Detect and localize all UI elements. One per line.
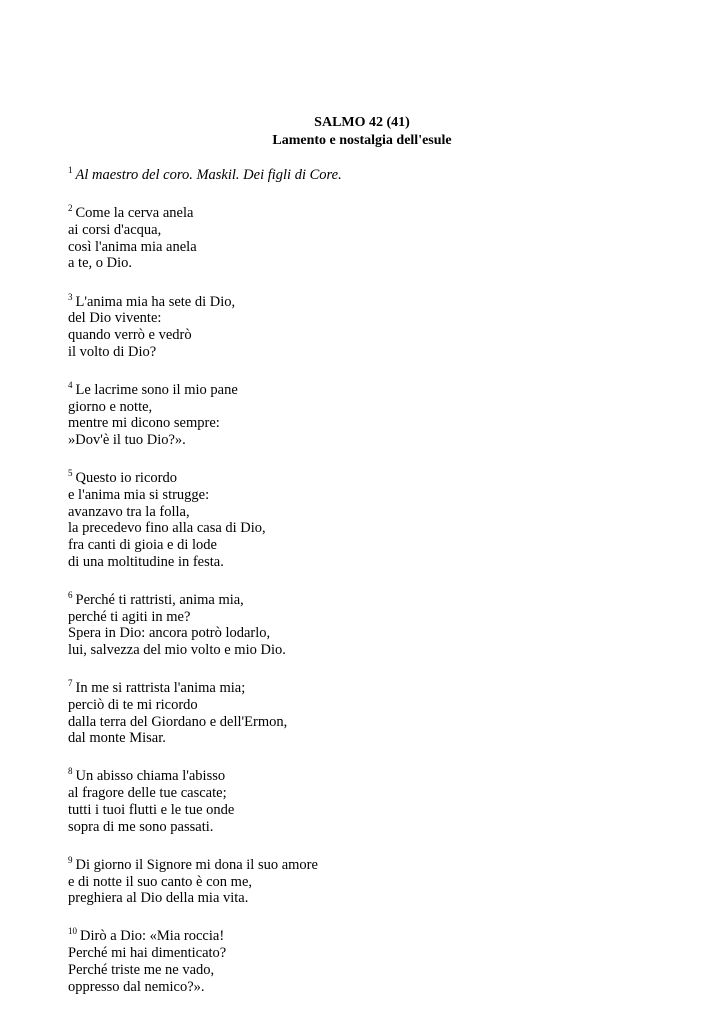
verse-text: e l'anima mia si strugge: bbox=[68, 486, 210, 503]
verse-stanza bbox=[68, 852, 668, 907]
verse-text: Le lacrime sono il mio pane bbox=[75, 381, 238, 398]
verse-text: tutti i tuoi flutti e le tue onde bbox=[68, 801, 235, 818]
verse-line bbox=[68, 697, 668, 714]
verse-line bbox=[68, 923, 668, 945]
verse-text: e di notte il suo canto è con me, bbox=[68, 873, 253, 890]
verse-text: fra canti di gioia e di lode bbox=[68, 536, 217, 553]
verse-line bbox=[68, 222, 668, 239]
verse-number: 7 bbox=[68, 678, 73, 689]
verse-text: Di giorno il Signore mi dona il suo amore bbox=[75, 856, 318, 873]
verse-line bbox=[68, 415, 668, 432]
verse-text: il volto di Dio? bbox=[68, 343, 157, 360]
verse-stanza bbox=[68, 200, 668, 272]
document-header bbox=[262, 114, 462, 150]
verse-text: Spera in Dio: ancora potrò lodarlo, bbox=[68, 625, 271, 642]
verse-line bbox=[68, 714, 668, 731]
verse-text: perché ti agiti in me? bbox=[68, 608, 191, 625]
verse-text: Un abisso chiama l'abisso bbox=[75, 768, 226, 785]
verse-line bbox=[68, 255, 668, 272]
verse-text: di una moltitudine in festa. bbox=[68, 553, 224, 570]
verse-line bbox=[68, 587, 668, 609]
verse-stanza bbox=[68, 289, 668, 361]
verse-stanza bbox=[68, 465, 668, 570]
verse-text: giorno e notte, bbox=[68, 398, 153, 415]
verse-text: Perché triste me ne vado, bbox=[68, 961, 215, 978]
verse-stanza bbox=[68, 923, 668, 995]
verse-line bbox=[68, 962, 668, 979]
title-prefix: S bbox=[314, 115, 322, 130]
verse-text: oppresso dal nemico?». bbox=[68, 978, 205, 995]
verse-text: dal monte Misar. bbox=[68, 730, 166, 747]
verse-line bbox=[68, 945, 668, 962]
verse-line bbox=[68, 852, 668, 874]
verse-text: Perché mi hai dimenticato? bbox=[68, 945, 227, 962]
verse-number: 8 bbox=[68, 766, 73, 777]
verse-text: a te, o Dio. bbox=[68, 255, 133, 272]
verse-line bbox=[68, 554, 668, 571]
verse-text: ai corsi d'acqua, bbox=[68, 221, 162, 238]
verse-text: Al maestro del coro. Maskil. Dei figli di Core. bbox=[75, 167, 342, 183]
title-smallcaps: ALMO bbox=[321, 115, 366, 130]
verse-line bbox=[68, 642, 668, 659]
verse-text: L'anima mia ha sete di Dio, bbox=[75, 293, 236, 310]
verse-line bbox=[68, 730, 668, 747]
verse-stanza bbox=[68, 377, 668, 449]
verse-text: Come la cerva anela bbox=[75, 205, 194, 222]
verse-text: avanzavo tra la folla, bbox=[68, 503, 190, 520]
verse-line bbox=[68, 487, 668, 504]
verse-line bbox=[68, 979, 668, 996]
verse-number: 3 bbox=[68, 291, 73, 302]
verse-text: preghiera al Dio della mia vita. bbox=[68, 890, 249, 907]
verse-number: 6 bbox=[68, 589, 73, 600]
verse-line bbox=[68, 432, 668, 449]
verse-text: »Dov'è il tuo Dio?». bbox=[68, 431, 186, 448]
verse-line bbox=[68, 763, 668, 785]
verse-line bbox=[68, 239, 668, 256]
verse-text: mentre mi dicono sempre: bbox=[68, 415, 220, 432]
verse-line bbox=[68, 609, 668, 626]
verse-line bbox=[68, 874, 668, 891]
verse-line bbox=[68, 399, 668, 416]
verse-line bbox=[68, 785, 668, 802]
verse-line bbox=[68, 289, 668, 311]
verse-line bbox=[68, 327, 668, 344]
verse-number: 5 bbox=[68, 468, 73, 479]
verse-line bbox=[68, 504, 668, 521]
psalm-body bbox=[68, 162, 668, 1012]
psalm-subtitle: Lamento e nostalgia dell'esule bbox=[272, 133, 452, 148]
verse-line bbox=[68, 537, 668, 554]
verse-line bbox=[68, 465, 668, 487]
verse-text: Dirò a Dio: «Mia roccia! bbox=[80, 928, 225, 945]
verse-text: Perché ti rattristi, anima mia, bbox=[75, 591, 244, 608]
psalm-title bbox=[262, 114, 462, 132]
verse-number: 9 bbox=[68, 854, 73, 865]
verse-line bbox=[68, 890, 668, 907]
verse-number: 10 bbox=[68, 926, 77, 937]
verse-number: 2 bbox=[68, 203, 73, 214]
verse-stanza bbox=[68, 162, 668, 184]
verse-text: Questo io ricordo bbox=[75, 470, 177, 487]
title-rest: 42 (41) bbox=[365, 115, 410, 130]
verse-line bbox=[68, 310, 668, 327]
verse-line bbox=[68, 162, 668, 184]
verse-line bbox=[68, 625, 668, 642]
verse-line bbox=[68, 344, 668, 361]
verse-stanza bbox=[68, 763, 668, 835]
verse-text: lui, salvezza del mio volto e mio Dio. bbox=[68, 641, 286, 658]
verse-text: al fragore delle tue cascate; bbox=[68, 785, 227, 802]
verse-line bbox=[68, 675, 668, 697]
verse-stanza bbox=[68, 675, 668, 747]
verse-text: perciò di te mi ricordo bbox=[68, 696, 198, 713]
verse-text: quando verrò e vedrò bbox=[68, 326, 192, 343]
verse-text: dalla terra del Giordano e dell'Ermon, bbox=[68, 713, 288, 730]
verse-line bbox=[68, 520, 668, 537]
verse-text: In me si rattrista l'anima mia; bbox=[75, 680, 246, 697]
verse-line bbox=[68, 802, 668, 819]
verse-stanza bbox=[68, 587, 668, 659]
verse-text: sopra di me sono passati. bbox=[68, 818, 214, 835]
verse-line bbox=[68, 819, 668, 836]
verse-line bbox=[68, 377, 668, 399]
verse-number: 4 bbox=[68, 379, 73, 390]
verse-text: del Dio vivente: bbox=[68, 310, 162, 327]
verse-line bbox=[68, 200, 668, 222]
verse-text: così l'anima mia anela bbox=[68, 238, 197, 255]
verse-text: la precedevo fino alla casa di Dio, bbox=[68, 520, 266, 537]
verse-number: 1 bbox=[68, 165, 73, 175]
